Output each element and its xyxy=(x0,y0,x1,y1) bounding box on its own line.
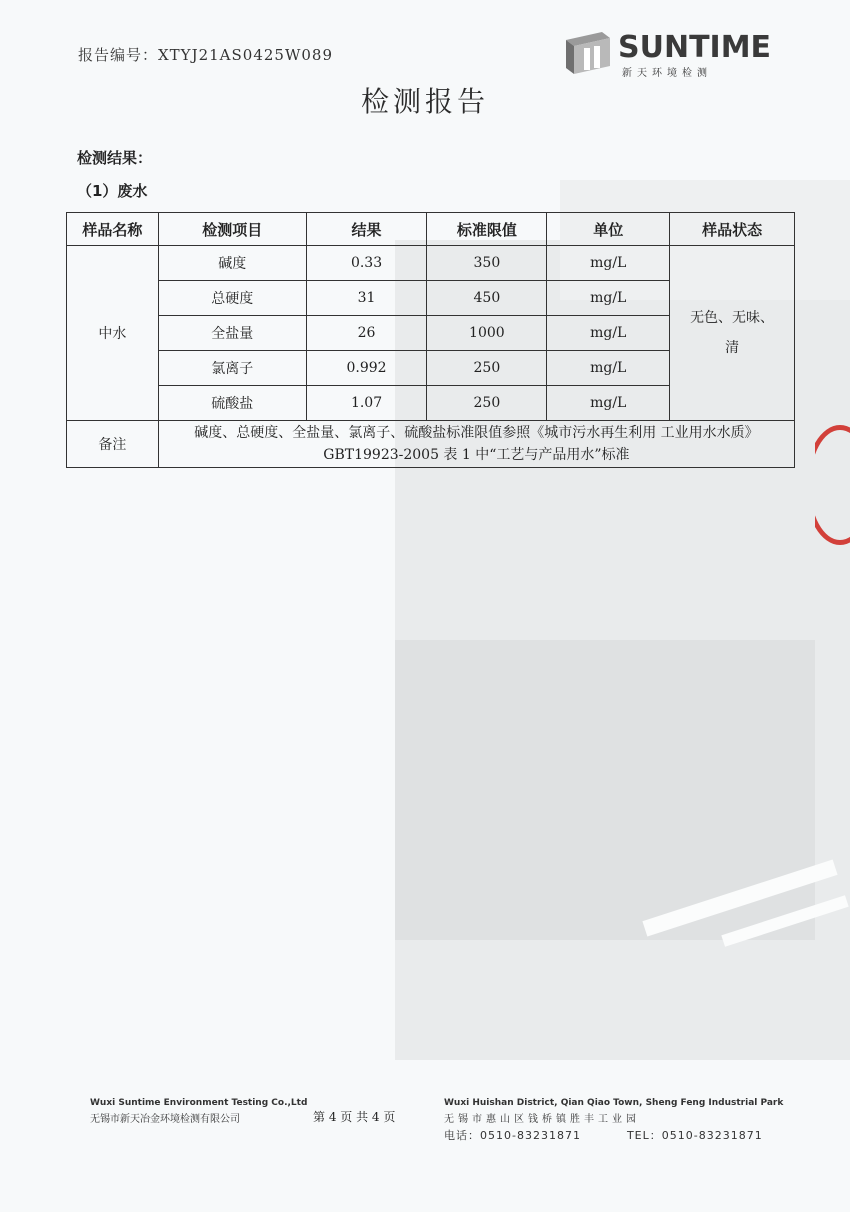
notes-row xyxy=(67,421,795,468)
limit-cell: 350 xyxy=(427,246,547,281)
sample-state-line: 清 xyxy=(725,340,740,356)
logo-subtitle: 新天环境检测 xyxy=(622,68,712,79)
results-heading: 检测结果： xyxy=(77,149,153,167)
note-label-cell: 备注 xyxy=(67,421,159,468)
header-unit: 单位 xyxy=(547,213,670,246)
company-logo xyxy=(562,30,772,78)
result-cell: 1.07 xyxy=(306,386,427,421)
header-sample-state: 样品状态 xyxy=(670,213,795,246)
logo-wordmark: SUNTIME xyxy=(618,30,772,65)
item-cell: 全盐量 xyxy=(158,316,306,351)
limit-cell: 250 xyxy=(427,351,547,386)
page-number: 第 4 页 共 4 页 xyxy=(313,1110,396,1124)
header-sample-name: 样品名称 xyxy=(67,213,159,246)
item-cell: 硫酸盐 xyxy=(158,386,306,421)
limit-cell: 1000 xyxy=(427,316,547,351)
header-test-item: 检测项目 xyxy=(158,213,306,246)
footer-company-cn: 无锡市新天冶金环境检测有限公司 xyxy=(90,1114,240,1125)
logo-mark-icon xyxy=(562,30,612,76)
header-result: 结果 xyxy=(306,213,427,246)
unit-cell: mg/L xyxy=(547,316,670,351)
report-number: 报告编号：XTYJ21AS0425W089 xyxy=(78,46,334,64)
result-cell: 0.33 xyxy=(306,246,427,281)
footer-address-cn: 无锡市惠山区钱桥镇胜丰工业园 xyxy=(444,1114,640,1125)
item-cell: 碱度 xyxy=(158,246,306,281)
result-cell: 0.992 xyxy=(306,351,427,386)
table-row xyxy=(67,246,795,281)
item-cell: 总硬度 xyxy=(158,281,306,316)
unit-cell: mg/L xyxy=(547,281,670,316)
document-title: 检测报告 xyxy=(360,85,489,118)
limit-cell: 450 xyxy=(427,281,547,316)
footer-address-en: Wuxi Huishan District, Qian Qiao Town, Sheng Feng Industrial Park xyxy=(444,1098,784,1108)
result-cell: 26 xyxy=(306,316,427,351)
sample-name-cell: 中水 xyxy=(67,246,159,421)
footer-company xyxy=(90,1098,307,1125)
footer-company-en: Wuxi Suntime Environment Testing Co.,Ltd xyxy=(90,1098,308,1108)
result-cell: 31 xyxy=(306,281,427,316)
unit-cell: mg/L xyxy=(547,386,670,421)
unit-cell: mg/L xyxy=(547,351,670,386)
header-limit: 标准限值 xyxy=(427,213,547,246)
footer-address xyxy=(444,1098,783,1143)
results-table xyxy=(66,212,795,468)
item-cell: 氯离子 xyxy=(158,351,306,386)
limit-cell: 250 xyxy=(427,386,547,421)
wastewater-heading: （1）废水 xyxy=(77,182,148,200)
note-text-cell: 碱度、总硬度、全盐量、氯离子、硫酸盐标准限值参照《城市污水再生利用 工业用水水质》GBT19923-2005 表 1 中“工艺与产品用水”标准 xyxy=(158,421,794,468)
table-header-row xyxy=(67,213,795,246)
unit-cell: mg/L xyxy=(547,246,670,281)
footer-phone-cn: 电话：0510-83231871 xyxy=(444,1129,581,1142)
sample-state-cell xyxy=(670,246,795,421)
footer-phone-line xyxy=(444,1127,783,1143)
sample-state-line: 无色、无味、 xyxy=(690,310,775,326)
footer-phone-en: TEL：0510-83231871 xyxy=(626,1129,763,1142)
